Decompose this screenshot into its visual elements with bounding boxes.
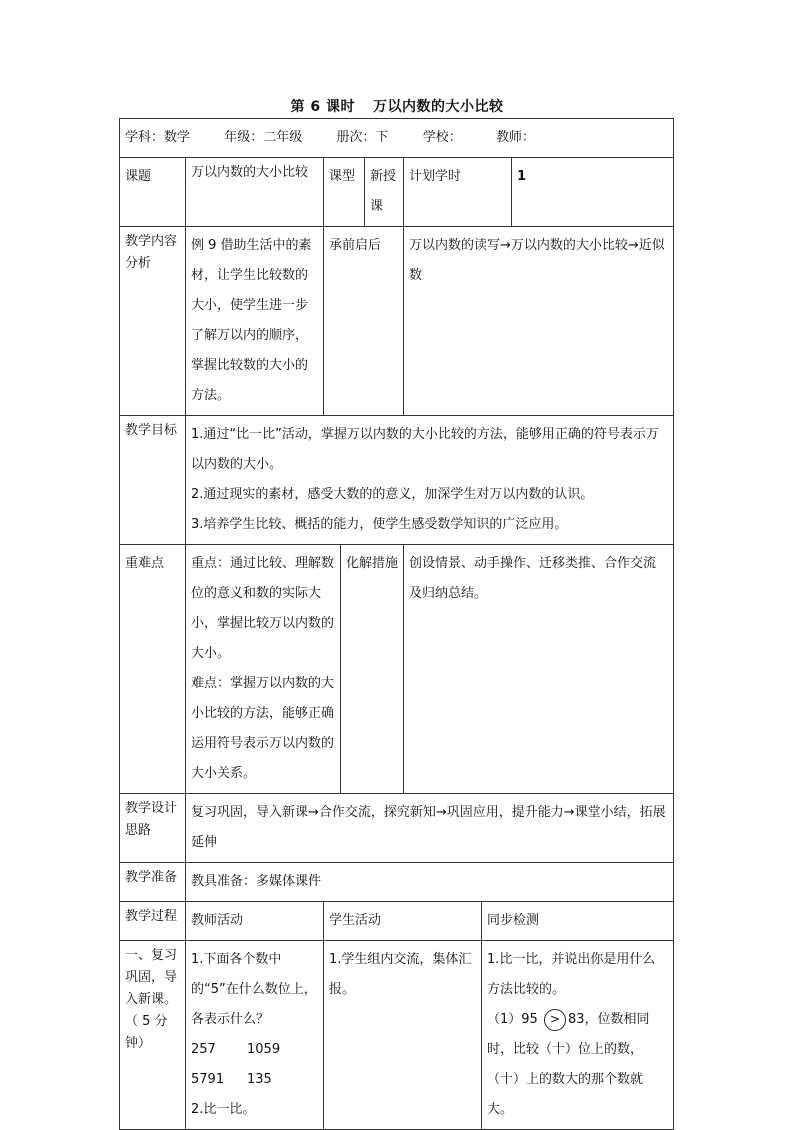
sync-check-header: 同步检测 (482, 902, 674, 941)
grade: 年级：二年级 (224, 130, 303, 145)
lesson-type-value: 新授课 (365, 158, 404, 227)
meta-row (120, 119, 674, 158)
link-text: 万以内数的读写→万以内数的大小比较→近似数 (404, 227, 674, 416)
goals-label: 教学目标 (120, 416, 186, 545)
process-label: 教学过程 (120, 902, 186, 941)
focus-text: 重点：通过比较、理解数位的意义和数的实际大小，掌握比较万以内数的大小。 (191, 556, 335, 661)
prep-text: 教具准备：多媒体课件 (186, 863, 674, 902)
number-item: 135 (247, 1072, 272, 1087)
lesson-title: 万以内数的大小比较 (373, 99, 504, 115)
goal-item: 1.通过“比一比”活动，掌握万以内数的大小比较的方法，能够用正确的符号表示万以内数的大小。 (191, 427, 659, 472)
content-row (120, 227, 674, 416)
teacher-activity-header: 教师活动 (186, 902, 324, 941)
school: 学校： (422, 130, 462, 145)
greater-than-symbol: > (544, 1009, 566, 1031)
student-activity-header: 学生活动 (324, 902, 482, 941)
goals-row (120, 416, 674, 545)
content-text: 例 9 借助生活中的素材，让学生比较数的大小，使学生进一步了解万以内的顺序，掌握比较数的大小的方法。 (186, 227, 324, 416)
key-row (120, 545, 674, 794)
design-label: 教学设计思路 (120, 794, 186, 863)
student-activity-text: 1.学生组内交流，集体汇报。 (324, 941, 482, 1130)
step1-row (120, 941, 674, 1130)
prep-label: 教学准备 (120, 863, 186, 902)
volume: 册次：下 (336, 130, 389, 145)
check-answer: 83，位数相同时，比较（十）位上的数，（十）上的数大的那个数就大。 (487, 1012, 650, 1117)
goal-item: 2.通过现实的素材，感受大数的的意义，加深学生对万以内数的认识。 (191, 487, 594, 502)
prep-row (120, 863, 674, 902)
hours-label: 计划学时 (404, 158, 512, 227)
goal-item: 3.培养学生比较、概括的能力，使学生感受数学知识的广泛应用。 (191, 517, 568, 532)
lesson-plan-table (119, 118, 674, 1130)
key-label: 重难点 (120, 545, 186, 794)
subject: 学科：数学 (125, 130, 191, 145)
process-header-row (120, 902, 674, 941)
design-text: 复习巩固，导入新课→合作交流，探究新知→巩固应用，提升能力→课堂小结，拓展延伸 (186, 794, 674, 863)
check-prefix: （1）95 (487, 1012, 538, 1027)
measure-text: 创设情景、动手操作、迁移类推、合作交流及归纳总结。 (404, 545, 674, 794)
content-label: 教学内容分析 (120, 227, 186, 416)
teacher-question-1: 1.下面各个数中的“5”在什么数位上，各表示什么？ (191, 952, 317, 1027)
teacher-question-2: 2.比一比。 (191, 1102, 256, 1117)
check-question: 1.比一比，并说出你是用什么方法比较的。 (487, 952, 656, 997)
teacher: 教师： (495, 130, 535, 145)
number-item: 1059 (247, 1042, 281, 1057)
measure-label: 化解措施 (341, 545, 404, 794)
topic-label: 课题 (120, 158, 186, 227)
topic-row (120, 158, 674, 227)
lesson-number: 第 6 课时 (290, 99, 355, 115)
step1-label: 一、复习巩固，导入新课。（ 5 分钟） (120, 941, 186, 1130)
difficulty-text: 难点：掌握万以内数的大小比较的方法，能够正确运用符号表示万以内数的大小关系。 (191, 676, 335, 781)
link-label: 承前启后 (324, 227, 404, 416)
design-row (120, 794, 674, 863)
number-item: 5791 (191, 1072, 225, 1087)
number-item: 257 (191, 1042, 216, 1057)
topic-value: 万以内数的大小比较 (186, 158, 324, 227)
hours-value: 1 (512, 158, 674, 227)
lesson-type-label: 课型 (324, 158, 365, 227)
page-title (0, 96, 794, 116)
